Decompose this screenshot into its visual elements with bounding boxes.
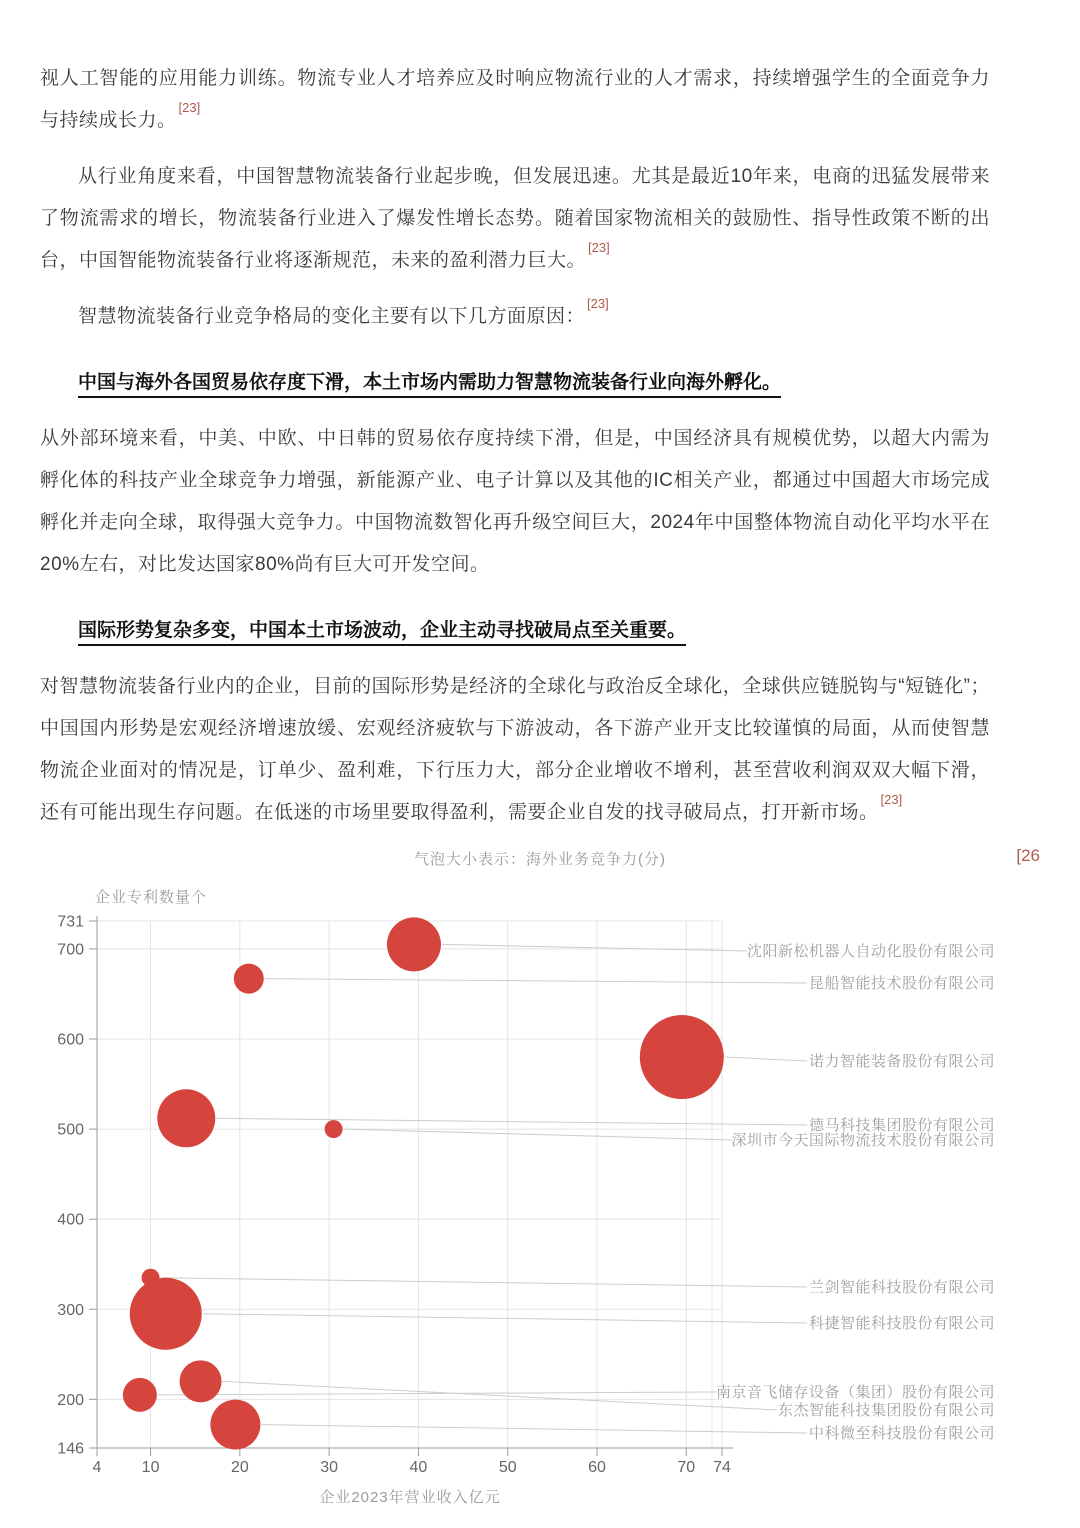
body-paragraph: [40, 58, 990, 142]
bubble-chart-canvas: [40, 911, 1040, 1511]
x-tick-label: 4: [92, 1459, 102, 1476]
data-bubble: [130, 1278, 202, 1350]
paragraph-text: 国际形势复杂多变，中国本土市场波动，企业主动寻找破局点至关重要。: [78, 620, 687, 641]
label-leader-line: [344, 1129, 732, 1140]
data-bubble: [142, 1269, 160, 1287]
data-bubble: [123, 1378, 157, 1412]
data-bubble: [210, 1400, 260, 1450]
x-tick-label: 50: [498, 1459, 517, 1476]
y-tick-label: 200: [57, 1391, 84, 1409]
chart-header: [40, 848, 1040, 874]
company-label: 诺力智能装备股份有限公司: [808, 1053, 995, 1070]
body-paragraph: [40, 296, 990, 338]
bubble-chart: [40, 848, 1040, 1516]
x-tick-label: 30: [320, 1459, 339, 1476]
label-leader-line: [216, 1118, 807, 1125]
body-paragraph: [40, 418, 990, 586]
label-leader-line: [265, 979, 807, 983]
company-label: 中科微至科技股份有限公司: [808, 1425, 995, 1442]
document-text: [40, 58, 990, 834]
y-tick-label: 500: [57, 1121, 84, 1139]
label-leader-line: [203, 1314, 807, 1323]
x-tick-label: 20: [230, 1459, 249, 1476]
y-tick-label: 700: [57, 941, 84, 959]
citation-marker: [23]: [880, 791, 903, 807]
paragraph-text: 从外部环境来看，中美、中欧、中日韩的贸易依存度持续下滑，但是，中国经济具有规模优势，以超大内需为孵化体的科技产业全球竞争力增强，新能源产业、电子计算以及其他的IC相关产业，都通过中国超大市场完成孵化并走向全球，取得强大竞争力。中国物流数智化再升级空间巨大，2024年中国整体物流自动化平均水平在20%左右，对比发达国家80%尚有巨大可开发空间。: [40, 428, 990, 575]
company-label: 科捷智能科技股份有限公司: [808, 1315, 995, 1332]
paragraph-text: 从行业角度来看，中国智慧物流装备行业起步晚，但发展迅速。尤其是最近10年来，电商的迅猛发展带来了物流需求的增长，物流装备行业进入了爆发性增长态势。随着国家物流相关的鼓励性、指导性政策不断的出台，中国智能物流装备行业将逐渐规范，未来的盈利潜力巨大。: [40, 166, 990, 271]
company-label: 沈阳新松机器人自动化股份有限公司: [746, 943, 995, 960]
company-label: 昆船智能技术股份有限公司: [808, 975, 995, 992]
company-label: 东杰智能科技集团股份有限公司: [777, 1402, 995, 1419]
x-tick-label: 10: [141, 1459, 160, 1476]
x-tick-label: 70: [677, 1459, 696, 1476]
company-label: 兰剑智能科技股份有限公司: [808, 1279, 995, 1296]
x-tick-label: 60: [588, 1459, 606, 1476]
label-leader-line: [261, 1425, 807, 1433]
section-heading: [40, 610, 990, 652]
label-leader-line: [223, 1381, 777, 1410]
citation-26: [26: [1016, 846, 1040, 865]
label-leader-line: [442, 944, 747, 951]
company-label: 深圳市今天国际物流技术股份有限公司: [731, 1132, 995, 1149]
section-heading: [40, 362, 990, 404]
data-bubble: [640, 1015, 724, 1099]
data-bubble: [387, 917, 441, 971]
paragraph-text: 中国与海外各国贸易依存度下滑，本土市场内需助力智慧物流装备行业向海外孵化。: [78, 372, 782, 393]
citation-marker: [23]: [587, 295, 609, 311]
company-label: 南京音飞储存设备（集团）股份有限公司: [715, 1384, 995, 1401]
y-axis-title: 企业专利数量个: [95, 889, 208, 906]
paragraph-text: 视人工智能的应用能力训练。物流专业人才培养应及时响应物流行业的人才需求，持续增强学生的全面竞争力与持续成长力。: [40, 68, 990, 131]
x-axis-title: 企业2023年营业收入亿元: [319, 1489, 501, 1506]
y-tick-label: 146: [57, 1440, 84, 1458]
y-tick-label: 400: [57, 1211, 84, 1229]
y-tick-label: 731: [57, 913, 84, 931]
data-bubble: [157, 1089, 215, 1147]
label-leader-line: [161, 1278, 807, 1287]
x-tick-label: 74: [713, 1459, 731, 1476]
body-paragraph: [40, 156, 990, 282]
body-paragraph: [40, 666, 990, 834]
company-label: 德马科技集团股份有限公司: [808, 1117, 995, 1134]
x-tick-label: 40: [409, 1459, 428, 1476]
citation-marker: [23]: [178, 99, 201, 115]
y-tick-label: 600: [57, 1031, 84, 1049]
data-bubble: [234, 964, 264, 994]
label-leader-line: [725, 1057, 807, 1061]
citation-marker: [23]: [588, 239, 610, 255]
paragraph-text: 对智慧物流装备行业内的企业，目前的国际形势是经济的全球化与政治反全球化，全球供应链脱钩与“短链化”；中国国内形势是宏观经济增速放缓、宏观经济疲软与下游波动，各下游产业开支比较谨慎的局面，从而使智慧物流企业面对的情况是，订单少、盈利难，下行压力大，部分企业增收不增利，甚至营收利润双双大幅下滑，还有可能出现生存问题。在低迷的市场里要取得盈利，需要企业自发的找寻破局点，打开新市场。: [40, 676, 990, 823]
paragraph-text: 智慧物流装备行业竞争格局的变化主要有以下几方面原因：: [78, 306, 586, 327]
data-bubble: [180, 1360, 222, 1402]
y-tick-label: 300: [57, 1301, 84, 1319]
chart-subtitle: 气泡大小表示：海外业务竞争力(分): [414, 851, 666, 868]
data-bubble: [325, 1120, 343, 1138]
